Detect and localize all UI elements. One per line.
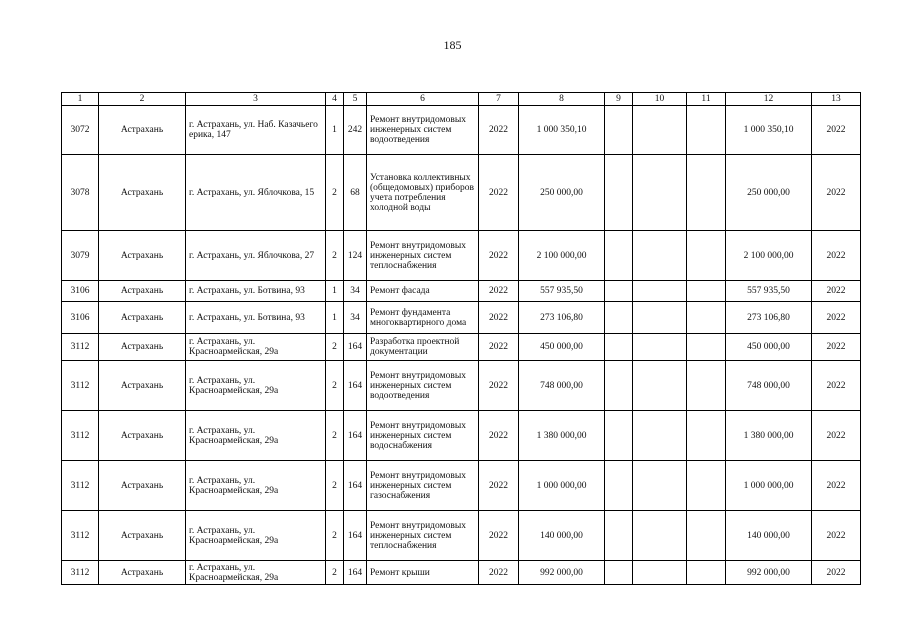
year-cell: 2022 — [479, 106, 519, 155]
project-id-cell: 3072 — [62, 106, 99, 155]
work-type-cell: Установка коллективных (общедомовых) приборов учета потребления холодной воды — [367, 155, 479, 231]
completion-year-cell: 2022 — [812, 231, 861, 281]
column-header: 13 — [812, 93, 861, 106]
year-cell: 2022 — [479, 302, 519, 334]
project-id-cell: 3106 — [62, 281, 99, 302]
cost-column-11-cell — [687, 561, 726, 585]
column-header: 2 — [99, 93, 186, 106]
completion-year-cell: 2022 — [812, 561, 861, 585]
address-count-cell: 2 — [326, 334, 344, 361]
work-type-cell: Ремонт фундамента многоквартирного дома — [367, 302, 479, 334]
address-cell: г. Астрахань, ул. Яблочкова, 27 — [186, 231, 326, 281]
column-header: 7 — [479, 93, 519, 106]
cost-column-11-cell — [687, 106, 726, 155]
year-cell: 2022 — [479, 231, 519, 281]
cost-column-10-cell — [633, 461, 687, 511]
year-cell: 2022 — [479, 511, 519, 561]
cost-column-10-cell — [633, 281, 687, 302]
municipality-cell: Астрахань — [99, 461, 186, 511]
municipality-cell: Астрахань — [99, 155, 186, 231]
completion-year-cell: 2022 — [812, 302, 861, 334]
year-cell: 2022 — [479, 561, 519, 585]
municipality-cell: Астрахань — [99, 561, 186, 585]
work-type-cell: Разработка проектной документации — [367, 334, 479, 361]
address-count-cell: 2 — [326, 231, 344, 281]
apartment-count-cell: 124 — [344, 231, 367, 281]
cost-column-12-cell: 273 106,80 — [726, 302, 812, 334]
year-cell: 2022 — [479, 461, 519, 511]
address-count-cell: 2 — [326, 411, 344, 461]
cost-column-10-cell — [633, 361, 687, 411]
work-type-cell: Ремонт внутридомовых инженерных систем водоснабжения — [367, 411, 479, 461]
apartment-count-cell: 164 — [344, 334, 367, 361]
address-count-cell: 2 — [326, 361, 344, 411]
apartment-count-cell: 242 — [344, 106, 367, 155]
total-cost-cell: 140 000,00 — [519, 511, 605, 561]
cost-column-12-cell: 1 000 350,10 — [726, 106, 812, 155]
cost-column-9-cell — [605, 461, 633, 511]
address-cell: г. Астрахань, ул. Красноармейская, 29а — [186, 361, 326, 411]
cost-column-11-cell — [687, 231, 726, 281]
apartment-count-cell: 164 — [344, 361, 367, 411]
municipality-cell: Астрахань — [99, 231, 186, 281]
work-type-cell: Ремонт внутридомовых инженерных систем газоснабжения — [367, 461, 479, 511]
table-row — [62, 334, 861, 361]
table-row — [62, 302, 861, 334]
cost-column-9-cell — [605, 361, 633, 411]
address-count-cell: 2 — [326, 155, 344, 231]
column-header: 6 — [367, 93, 479, 106]
table-row — [62, 106, 861, 155]
total-cost-cell: 748 000,00 — [519, 361, 605, 411]
address-count-cell: 1 — [326, 281, 344, 302]
project-id-cell: 3112 — [62, 361, 99, 411]
completion-year-cell: 2022 — [812, 411, 861, 461]
total-cost-cell: 450 000,00 — [519, 334, 605, 361]
table-row — [62, 361, 861, 411]
cost-column-10-cell — [633, 334, 687, 361]
completion-year-cell: 2022 — [812, 361, 861, 411]
cost-column-12-cell: 250 000,00 — [726, 155, 812, 231]
project-id-cell: 3112 — [62, 561, 99, 585]
apartment-count-cell: 164 — [344, 461, 367, 511]
table-row — [62, 461, 861, 511]
completion-year-cell: 2022 — [812, 281, 861, 302]
cost-column-12-cell: 450 000,00 — [726, 334, 812, 361]
cost-column-11-cell — [687, 361, 726, 411]
completion-year-cell: 2022 — [812, 106, 861, 155]
apartment-count-cell: 164 — [344, 561, 367, 585]
cost-column-11-cell — [687, 155, 726, 231]
column-header: 9 — [605, 93, 633, 106]
cost-column-12-cell: 1 380 000,00 — [726, 411, 812, 461]
project-id-cell: 3079 — [62, 231, 99, 281]
cost-column-11-cell — [687, 302, 726, 334]
cost-column-12-cell: 748 000,00 — [726, 361, 812, 411]
project-id-cell: 3112 — [62, 334, 99, 361]
table-row — [62, 281, 861, 302]
cost-column-12-cell: 992 000,00 — [726, 561, 812, 585]
address-count-cell: 2 — [326, 511, 344, 561]
cost-column-12-cell: 1 000 000,00 — [726, 461, 812, 511]
municipality-cell: Астрахань — [99, 281, 186, 302]
cost-column-9-cell — [605, 302, 633, 334]
apartment-count-cell: 34 — [344, 281, 367, 302]
cost-column-9-cell — [605, 231, 633, 281]
work-type-cell: Ремонт фасада — [367, 281, 479, 302]
page-number: 185 — [443, 38, 462, 52]
year-cell: 2022 — [479, 155, 519, 231]
project-id-cell: 3112 — [62, 511, 99, 561]
address-cell: г. Астрахань, ул. Яблочкова, 15 — [186, 155, 326, 231]
cost-column-10-cell — [633, 302, 687, 334]
cost-column-12-cell: 2 100 000,00 — [726, 231, 812, 281]
apartment-count-cell: 34 — [344, 302, 367, 334]
address-count-cell: 2 — [326, 561, 344, 585]
address-cell: г. Астрахань, ул. Ботвина, 93 — [186, 281, 326, 302]
project-id-cell: 3112 — [62, 461, 99, 511]
cost-column-9-cell — [605, 411, 633, 461]
municipality-cell: Астрахань — [99, 361, 186, 411]
cost-column-10-cell — [633, 561, 687, 585]
municipality-cell: Астрахань — [99, 106, 186, 155]
cost-column-12-cell: 140 000,00 — [726, 511, 812, 561]
project-id-cell: 3078 — [62, 155, 99, 231]
total-cost-cell: 250 000,00 — [519, 155, 605, 231]
cost-column-9-cell — [605, 511, 633, 561]
completion-year-cell: 2022 — [812, 155, 861, 231]
address-cell: г. Астрахань, ул. Красноармейская, 29а — [186, 561, 326, 585]
municipality-cell: Астрахань — [99, 302, 186, 334]
address-cell: г. Астрахань, ул. Ботвина, 93 — [186, 302, 326, 334]
table-row — [62, 231, 861, 281]
completion-year-cell: 2022 — [812, 511, 861, 561]
cost-column-9-cell — [605, 155, 633, 231]
year-cell: 2022 — [479, 334, 519, 361]
apartment-count-cell: 164 — [344, 511, 367, 561]
cost-column-10-cell — [633, 411, 687, 461]
project-id-cell: 3112 — [62, 411, 99, 461]
table-header-row — [62, 93, 861, 106]
total-cost-cell: 1 000 000,00 — [519, 461, 605, 511]
address-cell: г. Астрахань, ул. Красноармейская, 29а — [186, 461, 326, 511]
work-type-cell: Ремонт внутридомовых инженерных систем водоотведения — [367, 361, 479, 411]
year-cell: 2022 — [479, 411, 519, 461]
project-id-cell: 3106 — [62, 302, 99, 334]
cost-column-11-cell — [687, 281, 726, 302]
cost-column-10-cell — [633, 155, 687, 231]
cost-column-9-cell — [605, 561, 633, 585]
cost-column-11-cell — [687, 461, 726, 511]
municipality-cell: Астрахань — [99, 334, 186, 361]
apartment-count-cell: 164 — [344, 411, 367, 461]
cost-column-11-cell — [687, 411, 726, 461]
address-count-cell: 1 — [326, 106, 344, 155]
table-row — [62, 411, 861, 461]
work-type-cell: Ремонт внутридомовых инженерных систем теплоснабжения — [367, 511, 479, 561]
cost-column-9-cell — [605, 106, 633, 155]
cost-column-12-cell: 557 935,50 — [726, 281, 812, 302]
work-type-cell: Ремонт крыши — [367, 561, 479, 585]
column-header: 11 — [687, 93, 726, 106]
column-header: 1 — [62, 93, 99, 106]
cost-column-10-cell — [633, 511, 687, 561]
cost-column-11-cell — [687, 334, 726, 361]
year-cell: 2022 — [479, 281, 519, 302]
total-cost-cell: 273 106,80 — [519, 302, 605, 334]
table-row — [62, 561, 861, 585]
total-cost-cell: 2 100 000,00 — [519, 231, 605, 281]
municipality-cell: Астрахань — [99, 511, 186, 561]
completion-year-cell: 2022 — [812, 334, 861, 361]
column-header: 12 — [726, 93, 812, 106]
total-cost-cell: 1 000 350,10 — [519, 106, 605, 155]
completion-year-cell: 2022 — [812, 461, 861, 511]
total-cost-cell: 557 935,50 — [519, 281, 605, 302]
cost-column-9-cell — [605, 334, 633, 361]
column-header: 4 — [326, 93, 344, 106]
column-header: 8 — [519, 93, 605, 106]
column-header: 3 — [186, 93, 326, 106]
column-header: 10 — [633, 93, 687, 106]
address-cell: г. Астрахань, ул. Наб. Казачьего ерика, 147 — [186, 106, 326, 155]
cost-column-10-cell — [633, 231, 687, 281]
address-cell: г. Астрахань, ул. Красноармейская, 29а — [186, 411, 326, 461]
total-cost-cell: 992 000,00 — [519, 561, 605, 585]
table-row — [62, 511, 861, 561]
municipality-cell: Астрахань — [99, 411, 186, 461]
column-header: 5 — [344, 93, 367, 106]
data-table — [61, 92, 861, 585]
address-cell: г. Астрахань, ул. Красноармейская, 29а — [186, 334, 326, 361]
address-count-cell: 2 — [326, 461, 344, 511]
total-cost-cell: 1 380 000,00 — [519, 411, 605, 461]
apartment-count-cell: 68 — [344, 155, 367, 231]
cost-column-10-cell — [633, 106, 687, 155]
address-count-cell: 1 — [326, 302, 344, 334]
work-type-cell: Ремонт внутридомовых инженерных систем водоотведения — [367, 106, 479, 155]
table-row — [62, 155, 861, 231]
work-type-cell: Ремонт внутридомовых инженерных систем теплоснабжения — [367, 231, 479, 281]
address-cell: г. Астрахань, ул. Красноармейская, 29а — [186, 511, 326, 561]
cost-column-9-cell — [605, 281, 633, 302]
cost-column-11-cell — [687, 511, 726, 561]
year-cell: 2022 — [479, 361, 519, 411]
